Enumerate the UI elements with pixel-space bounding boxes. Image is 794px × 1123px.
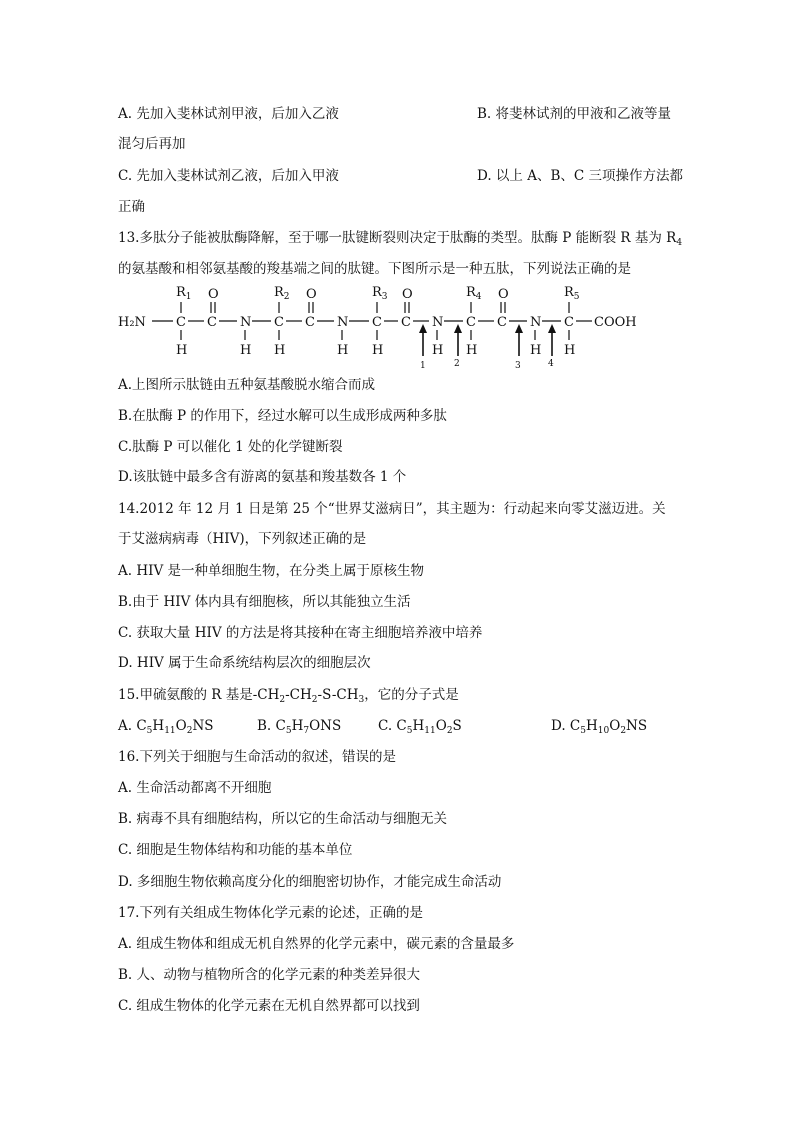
c-carbonyl-2: C [305,315,315,330]
c-alpha-2: C [274,315,284,330]
q15-option-a: A. $C_5H_{11}O_2NS$ [118,718,214,736]
q13-option-c: C.肽酶 P 可以催化 1 处的化学键断裂 [118,439,343,455]
r5-label: $R_5$ [564,285,580,302]
r4-label: $R_4$ [466,285,482,302]
q12-option-d-line1: D. 以上 A、B、C 三项操作方法都 [477,168,684,184]
arrow-2 [454,324,462,369]
pentapeptide-structure-figure [110,280,670,375]
svg-text:2: 2 [454,359,460,369]
h-7: H [466,343,478,358]
h-8: H [530,343,542,358]
q14-option-b: B.由于 HIV 体内具有细胞核，所以其能独立生活 [118,594,411,610]
q15-option-b: B. $C_5H_7ONS$ [257,718,342,736]
o4-label: O [498,287,509,302]
r2-label: $R_2$ [274,285,290,302]
q12-option-c: C. 先加入斐林试剂乙液，后加入甲液 [118,168,339,184]
q16-stem: 16.下列关于细胞与生命活动的叙述，错误的是 [118,749,396,765]
chain-c-terminus: COOH [594,315,637,330]
h-6: H [432,343,444,358]
n-1: N [240,315,252,330]
o1-label: O [208,287,219,302]
q12-option-d-line2: 正确 [118,199,145,215]
q12-option-a: A. 先加入斐林试剂甲液，后加入乙液 [118,106,339,122]
q14-stem-line2: 于艾滋病病毒（HIV)，下列叙述正确的是 [118,531,367,547]
c-carbonyl-1: C [207,315,217,330]
r3-label: $R_3$ [372,285,388,302]
r1-label: $R_1$ [176,285,192,302]
q14-option-d: D. HIV 属于生命系统结构层次的细胞层次 [118,655,371,671]
q15-stem: 15.甲硫氨酸的 R 基是$-CH_2-CH_2-S-CH_3$，它的分子式是 [118,687,459,705]
q12-option-b-line2: 混匀后再加 [118,136,186,152]
q16-option-c: C. 细胞是生物体结构和功能的基本单位 [118,842,353,858]
q13-option-d: D.该肽链中最多含有游离的氨基和羧基数各 1 个 [118,469,407,485]
h-4: H [337,343,349,358]
q12-option-b-line1: B. 将斐林试剂的甲液和乙液等量 [477,106,672,122]
q14-option-a: A. HIV 是一种单细胞生物，在分类上属于原核生物 [118,563,424,579]
c-alpha-1: C [176,315,186,330]
n-2: N [337,315,349,330]
svg-text:1: 1 [420,361,426,371]
svg-text:3: 3 [515,361,521,371]
chain-n-terminus: H₂N [118,315,146,330]
c-carbonyl-3: C [401,315,411,330]
arrow-4 [548,324,556,369]
arrow-1 [419,324,427,371]
q13-option-a: A.上图所示肽链由五种氨基酸脱水缩合而成 [118,377,376,393]
o2-label: O [306,287,317,302]
n-3: N [432,315,444,330]
arrow-3 [515,324,523,371]
h-9: H [564,343,576,358]
c-carbonyl-4: C [497,315,507,330]
h-2: H [240,343,252,358]
q13-stem-line1: 13.多肽分子能被肽酶降解，至于哪一肽键断裂则决定于肽酶的类型。肽酶 P 能断裂 R 基为 $R_4$ [118,230,683,248]
o3-label: O [402,287,413,302]
q16-option-a: A. 生命活动都离不开细胞 [118,780,272,796]
q13-option-b: B.在肽酶 P 的作用下，经过水解可以生成形成两种多肽 [118,408,447,424]
c-alpha-5: C [564,315,574,330]
svg-text:4: 4 [548,359,554,369]
q14-option-c: C. 获取大量 HIV 的方法是将其接种在寄主细胞培养液中培养 [118,625,483,641]
q13-stem-line2: 的氨基酸和相邻氨基酸的羧基端之间的肽键。下图所示是一种五肽，下列说法正确的是 [118,261,631,277]
h-5: H [372,343,384,358]
c-alpha-3: C [372,315,382,330]
q17-option-b: B. 人、动物与植物所含的化学元素的种类差异很大 [118,967,421,983]
q14-stem-line1: 14.2012 年 12 月 1 日是第 25 个“世界艾滋病日”，其主题为：行动起来向零艾滋迈进。关 [118,501,666,517]
h-1: H [176,343,188,358]
n-4: N [530,315,542,330]
q15-option-d: D. $C_5H_{10}O_2NS$ [551,718,648,736]
c-alpha-4: C [466,315,476,330]
q16-option-d: D. 多细胞生物依赖高度分化的细胞密切协作，才能完成生命活动 [118,874,502,890]
q17-option-a: A. 组成生物体和组成无机自然界的化学元素中，碳元素的含量最多 [118,936,515,952]
q17-option-c: C. 组成生物体的化学元素在无机自然界都可以找到 [118,998,420,1014]
q17-stem: 17.下列有关组成生物体化学元素的论述，正确的是 [118,905,423,921]
q16-option-b: B. 病毒不具有细胞结构，所以它的生命活动与细胞无关 [118,811,448,827]
h-3: H [274,343,286,358]
q15-option-c: C. $C_5H_{11}O_2S$ [378,718,462,736]
